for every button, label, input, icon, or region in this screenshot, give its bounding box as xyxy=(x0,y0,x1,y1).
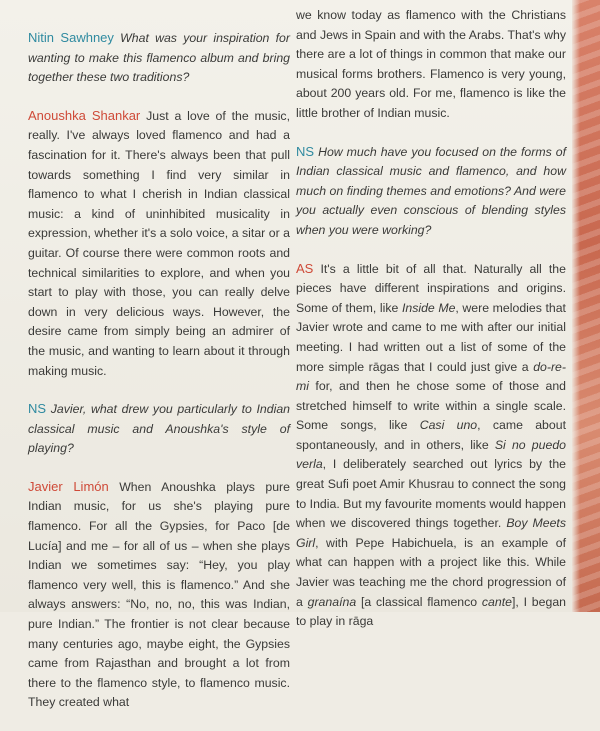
interview-paragraph xyxy=(296,6,566,124)
answer-text: , I deliberately searched out lyrics by the great Sufi poet Amir Khusrau to connect the song to India. But my favourite moments would happen when we discovered things together. xyxy=(296,457,566,531)
decorative-border xyxy=(572,0,600,612)
interview-paragraph xyxy=(296,259,566,632)
interview-paragraph xyxy=(296,142,566,241)
answer-text: When Anoushka plays pure Indian music, for us she's playing pure flamenco. For all the Gypsies, for Paco [de Lucía] and me – for all of us – when she plays Indian we sometimes say: “Hey, you play flamenco very well, this is flamenco.” And she always answers: “No, no, no, this was Indian, pure Indian.” The frontier is not clear because many centuries ago, maybe eight, the Gypsies came from Rajasthan and brought a lot from there to the flamenco style, to flamenco music. They created what xyxy=(28,479,290,710)
speaker-initials: NS xyxy=(296,143,315,159)
speaker-initials: AS xyxy=(296,260,314,276)
term: do-re-mi xyxy=(296,359,566,394)
interview-paragraph xyxy=(28,477,290,713)
interview-paragraph xyxy=(28,106,290,381)
answer-text: Just a love of the music, really. I've always loved flamenco and had a fascination for it. There's always been that pull towards something I find very similar in flamenco to what I cherish in Indian classical music: a kind of uninhibited musicality in expression, whether it's a solo voice, a sitar or a guitar. Of course there were common roots and technical similarities to explore, and when you start to play with those, you can really delve down in very delicious ways. However, the desire came from simply being an admirer of the music, and wanting to learn about it through making music. xyxy=(28,108,291,378)
answer-text: , came about spontaneously, and in others, like xyxy=(296,418,566,452)
answer-text: , with Pepe Habichuela, is an example of what can happen with a project like this. While Javier was teaching me the chord progression of a xyxy=(296,535,566,609)
answer-text: we know today as flamenco with the Christians and Jews in Spain and with the Arabs. That's why there are a lot of things in common that make our musical forms brothers. Flamenco is very young, about 200 years old. For me, flamenco is like the little brother of Indian music. xyxy=(296,8,566,120)
answer-text: It's a little bit of all that. Naturally all the pieces have different inspirations and origins. Some of them, like xyxy=(296,261,566,315)
song-title: Si no puedo verla xyxy=(296,437,567,472)
question-text: How much have you focused on the forms of Indian classical music and flamenco, and how much on finding themes and emotions? And were you actually even conscious of blending styles when you were working? xyxy=(296,144,566,237)
answer-text: for, and then he chose some of those and stretched himself to write within a single scale. Some songs, like xyxy=(296,379,566,433)
answer-text: ], I began to play in rāga xyxy=(296,594,566,629)
song-title: Boy Meets Girl xyxy=(296,516,566,550)
answer-text: [a classical flamenco xyxy=(356,594,482,609)
term: cante xyxy=(481,594,512,609)
term: granaína xyxy=(307,594,357,609)
interview-paragraph xyxy=(28,399,290,459)
right-column xyxy=(296,6,566,650)
speaker-name: Nitin Sawhney xyxy=(28,30,114,45)
question-text: Javier, what drew you particularly to Indian classical music and Anoushka's style of playing? xyxy=(28,402,290,456)
speaker-name: Anoushka Shankar xyxy=(28,107,141,123)
answer-text: , were melodies that Javier wrote and came to me with after our initial meeting. I had written out a list of some of the more simple rāgas that I could just give a xyxy=(296,300,566,374)
speaker-initials: NS xyxy=(28,401,47,417)
question-text: What was your inspiration for wanting to make this flamenco album and bring together these two traditions? xyxy=(28,31,290,85)
left-column xyxy=(28,28,290,731)
interview-paragraph xyxy=(28,28,290,88)
speaker-name: Javier Limón xyxy=(28,478,109,494)
song-title: Casi uno xyxy=(419,418,478,433)
song-title: Inside Me xyxy=(401,300,456,315)
